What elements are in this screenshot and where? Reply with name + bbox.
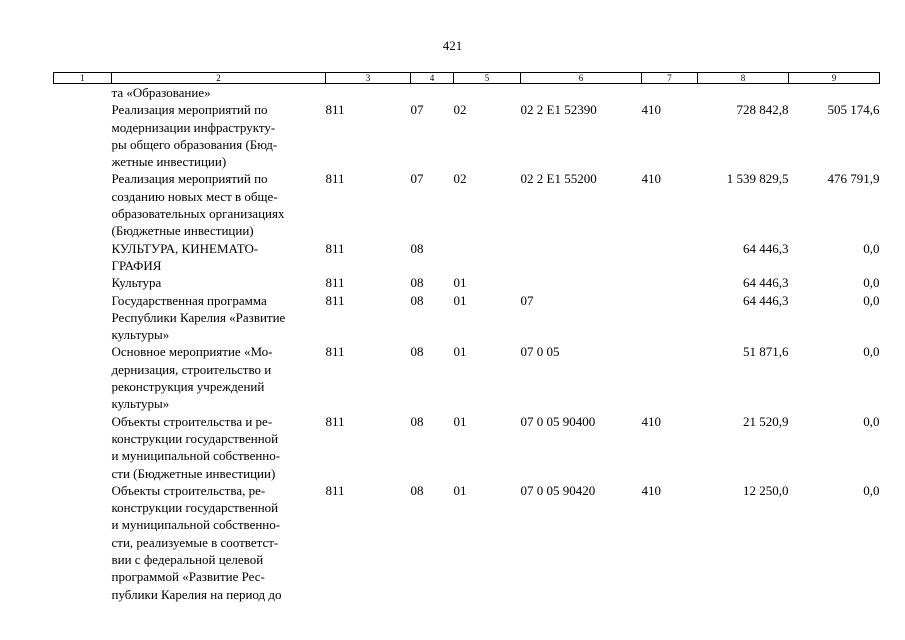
item-name-cell: КУЛЬТУРА, КИНЕМАТО- ГРАФИЯ	[111, 240, 259, 273]
target-article-cell: 02 2 Е1 52390	[520, 102, 597, 118]
item-name-cell: Реализация мероприятий по созданию новых мест в обще- образовательных организациях (Бюджетные инвестиции)	[111, 171, 285, 239]
column-header: 5	[454, 73, 521, 84]
item-name-cell: та «Образование»	[111, 85, 211, 100]
section-code-cell: 08	[410, 240, 424, 256]
row-number-cell	[54, 482, 112, 603]
grbs-code-cell: 811	[325, 275, 345, 291]
amount-cell: 1 539 829,5	[726, 171, 789, 187]
row-number-cell	[54, 101, 112, 170]
subsection-code-cell: 02	[453, 171, 467, 187]
subsection-code-cell: 02	[453, 102, 467, 118]
page-number: 421	[442, 38, 463, 53]
amount-cell: 64 446,3	[743, 240, 789, 256]
item-name-cell: Основное мероприятие «Мо- дернизация, строительство и реконструкция учреждений культуры»	[111, 344, 273, 412]
amount-cell: 505 174,6	[827, 102, 880, 118]
expense-type-cell: 410	[641, 482, 661, 498]
amount-cell: 51 871,6	[743, 344, 789, 360]
column-header: 9	[789, 73, 880, 84]
expense-type-cell	[642, 240, 698, 275]
target-article-cell: 07 0 05 90400	[520, 413, 596, 429]
grbs-code-cell: 811	[325, 240, 345, 256]
section-code-cell: 08	[410, 292, 424, 308]
table-row	[54, 240, 880, 275]
amount-cell: 0,0	[863, 240, 880, 256]
subsection-code-cell: 01	[453, 413, 467, 429]
section-code-cell: 07	[410, 171, 424, 187]
table-row	[54, 413, 880, 482]
target-article-cell	[521, 274, 642, 291]
table-row	[54, 343, 880, 412]
section-code-cell: 08	[410, 275, 424, 291]
target-article-cell: 07 0 05	[520, 344, 560, 360]
target-article-cell	[521, 84, 642, 102]
section-code-cell: 08	[410, 344, 424, 360]
row-number-cell	[54, 413, 112, 482]
grbs-code-cell: 811	[325, 344, 345, 360]
item-name-cell: Объекты строительства и ре- конструкции государственной и муниципальной собственно- сти (Бюджетные инвестиции)	[111, 413, 281, 481]
column-header: 8	[698, 73, 789, 84]
amount-cell: 728 842,8	[736, 102, 789, 118]
item-name-cell: Реализация мероприятий по модернизации инфраструкту- ры общего образования (Бюд- жетные инвестиции)	[111, 102, 278, 170]
grbs-code-cell: 811	[325, 482, 345, 498]
column-header: 3	[326, 73, 411, 84]
target-article-cell: 07	[520, 292, 534, 308]
grbs-code-cell: 811	[325, 292, 345, 308]
expense-type-cell	[642, 292, 698, 344]
expense-type-cell	[642, 274, 698, 291]
amount-cell: 21 520,9	[743, 413, 789, 429]
table-row	[54, 170, 880, 239]
target-article-cell: 02 2 Е1 55200	[520, 171, 597, 187]
section-code-cell: 07	[410, 102, 424, 118]
subsection-code-cell: 01	[453, 482, 467, 498]
amount-cell: 0,0	[863, 275, 880, 291]
section-code-cell: 08	[410, 413, 424, 429]
expense-type-cell: 410	[641, 413, 661, 429]
row-number-cell	[54, 343, 112, 412]
expense-type-cell: 410	[641, 102, 661, 118]
column-header: 1	[54, 73, 112, 84]
table-row	[54, 292, 880, 344]
column-header: 7	[642, 73, 698, 84]
subsection-code-cell: 01	[453, 275, 467, 291]
amount-cell: 0,0	[863, 413, 880, 429]
grbs-code-cell: 811	[325, 102, 345, 118]
expense-type-cell	[642, 84, 698, 102]
amount-cell: 0,0	[863, 482, 880, 498]
amount-cell	[789, 84, 880, 102]
subsection-code-cell: 01	[453, 344, 467, 360]
row-number-cell	[54, 170, 112, 239]
amount-cell: 0,0	[863, 292, 880, 308]
row-number-cell	[54, 84, 112, 102]
budget-table	[53, 72, 880, 603]
section-code-cell: 08	[410, 482, 424, 498]
section-code-cell	[411, 84, 454, 102]
row-number-cell	[54, 292, 112, 344]
amount-cell: 476 791,9	[827, 171, 880, 187]
subsection-code-cell	[454, 240, 521, 275]
subsection-code-cell: 01	[453, 292, 467, 308]
amount-cell: 64 446,3	[743, 275, 789, 291]
item-name-cell: Государственная программа Республики Карелия «Развитие культуры»	[111, 292, 286, 343]
item-name-cell: Объекты строительства, ре- конструкции государственной и муниципальной собственно- сти, реализуемые в соответст- вии с федеральной целевой программой «Развитие Рес- публики Карелия на период до	[111, 482, 282, 602]
expense-type-cell	[642, 343, 698, 412]
table-row	[54, 84, 880, 102]
table-row	[54, 274, 880, 291]
amount-cell: 12 250,0	[743, 482, 789, 498]
column-header: 4	[411, 73, 454, 84]
target-article-cell	[521, 240, 642, 275]
column-header: 6	[521, 73, 642, 84]
amount-cell	[698, 84, 789, 102]
target-article-cell: 07 0 05 90420	[520, 482, 596, 498]
column-number-row	[54, 73, 880, 84]
amount-cell: 64 446,3	[743, 292, 789, 308]
table-body	[54, 84, 880, 603]
table-row	[54, 482, 880, 603]
grbs-code-cell: 811	[325, 171, 345, 187]
table-row	[54, 101, 880, 170]
amount-cell: 0,0	[863, 344, 880, 360]
subsection-code-cell	[454, 84, 521, 102]
grbs-code-cell	[326, 84, 411, 102]
expense-type-cell: 410	[641, 171, 661, 187]
row-number-cell	[54, 240, 112, 275]
grbs-code-cell: 811	[325, 413, 345, 429]
row-number-cell	[54, 274, 112, 291]
item-name-cell: Культура	[111, 275, 162, 291]
column-header: 2	[112, 73, 326, 84]
